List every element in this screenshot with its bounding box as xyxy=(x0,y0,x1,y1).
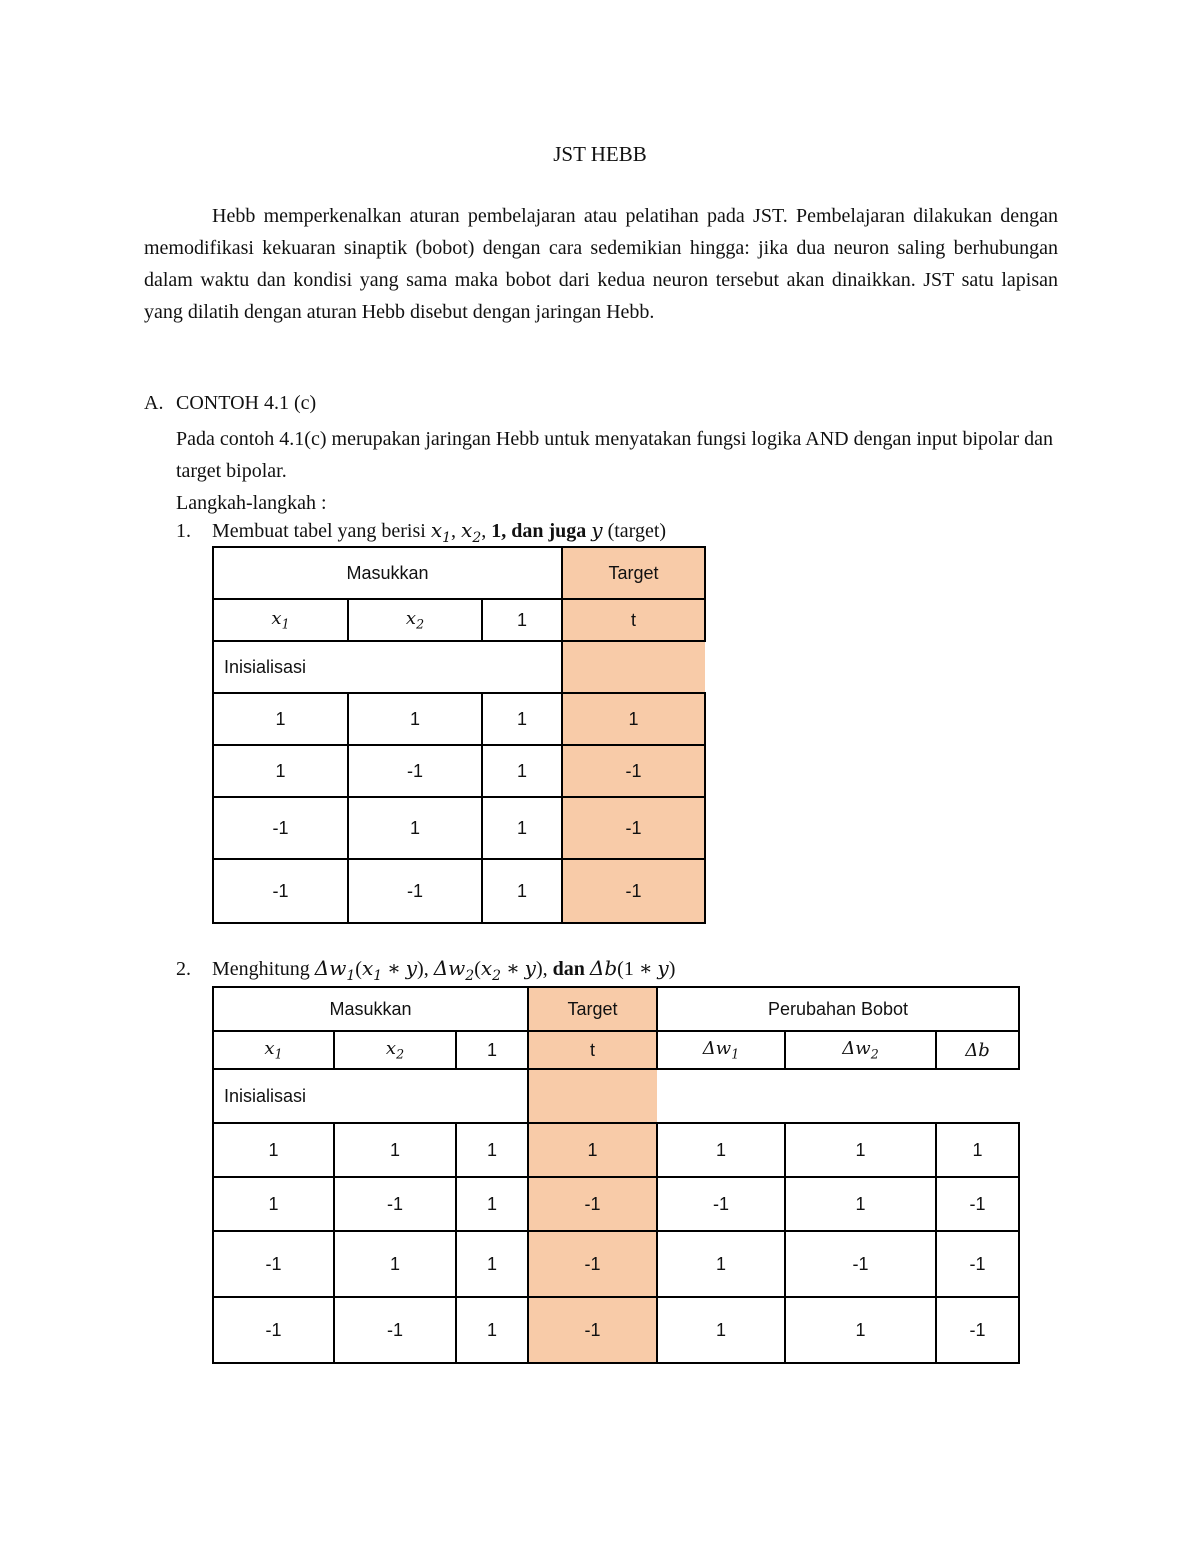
table-row: -1 xyxy=(562,745,705,797)
table-row: -1 xyxy=(348,745,482,797)
table-1-col-x2: $x_2$ xyxy=(348,599,482,641)
table-1-header-input: Masukkan xyxy=(213,547,562,599)
table-row: 1 xyxy=(785,1177,936,1231)
table-row: 1 xyxy=(657,1231,785,1297)
table-row: 1 xyxy=(456,1231,528,1297)
table-row: 1 xyxy=(456,1177,528,1231)
table-row: 1 xyxy=(456,1123,528,1177)
table-2-col-dw1: $\Delta w_1$ xyxy=(657,1031,785,1069)
table-row: -1 xyxy=(528,1231,657,1297)
table-2-init-label: Inisialisasi xyxy=(213,1069,528,1123)
table-row: -1 xyxy=(936,1231,1019,1297)
step-2-number: 2. xyxy=(176,958,191,980)
step-2-text-a: Menghitung xyxy=(212,958,315,980)
section-body xyxy=(176,423,1056,519)
steps-label: Langkah-langkah : xyxy=(176,492,327,514)
table-row: -1 xyxy=(348,859,482,923)
table-2-header-target: Target xyxy=(528,987,657,1031)
table-2-header-change: Perubahan Bobot xyxy=(657,987,1019,1031)
table-row: -1 xyxy=(213,1231,334,1297)
section-letter: A. xyxy=(144,392,164,414)
step-1: 1. Membuat tabel yang berisi $x_1$, $x_2$, 1, dan juga y (target) xyxy=(176,518,667,546)
step-1-one: 1, xyxy=(491,520,507,542)
step-1-text-b: dan juga xyxy=(511,520,592,542)
table-row: 1 xyxy=(657,1297,785,1363)
table-row: 1 xyxy=(657,1123,785,1177)
step-1-number: 1. xyxy=(176,520,191,542)
table-row: 1 xyxy=(213,745,348,797)
step-1-text-c: (target) xyxy=(602,520,667,542)
intro-paragraph xyxy=(144,200,1058,328)
table-row: -1 xyxy=(213,797,348,859)
table-1-init-target xyxy=(562,641,705,693)
step-2-text-b: dan xyxy=(552,958,590,980)
table-2-col-t: t xyxy=(528,1031,657,1069)
section-title: CONTOH 4.1 (c) xyxy=(176,392,317,414)
table-2-init-blank xyxy=(657,1069,1019,1123)
table-row: -1 xyxy=(562,797,705,859)
table-2 xyxy=(212,986,1020,1364)
table-row: 1 xyxy=(213,693,348,745)
table-1-col-x1: $x_1$ xyxy=(213,599,348,641)
table-2-col-one: 1 xyxy=(456,1031,528,1069)
table-2-init-target xyxy=(528,1069,657,1123)
table-row: -1 xyxy=(213,1297,334,1363)
table-row: 1 xyxy=(348,693,482,745)
table-2-header-input: Masukkan xyxy=(213,987,528,1031)
table-row: 1 xyxy=(936,1123,1019,1177)
table-row: -1 xyxy=(213,859,348,923)
table-2-col-x2: $x_2$ xyxy=(334,1031,456,1069)
table-row: 1 xyxy=(456,1297,528,1363)
table-row: 1 xyxy=(213,1177,334,1231)
table-row: -1 xyxy=(785,1231,936,1297)
step-1-text-a: Membuat tabel yang berisi xyxy=(212,520,431,542)
table-row: -1 xyxy=(936,1297,1019,1363)
intro-text: Hebb memperkenalkan aturan pembelajaran atau pelatihan pada JST. Pembelajaran dilakukan dengan memodifikasi kekuaran sinaptik (bobot) dengan cara sedemikian hingga: jika dua neuron saling berhubungan dalam waktu dan kondisi yang sama maka bobot dari kedua neuron tersebut akan dinaikkan. JST satu lapisan yang dilatih dengan aturan Hebb disebut dengan jaringan Hebb. xyxy=(144,205,1058,323)
table-row: 1 xyxy=(562,693,705,745)
table-1-header-target: Target xyxy=(562,547,705,599)
table-row: 1 xyxy=(482,693,562,745)
table-row: -1 xyxy=(936,1177,1019,1231)
table-row: 1 xyxy=(785,1297,936,1363)
table-row: 1 xyxy=(334,1123,456,1177)
table-2-col-x1: $x_1$ xyxy=(213,1031,334,1069)
table-row: 1 xyxy=(482,797,562,859)
table-1-col-one: 1 xyxy=(482,599,562,641)
table-row: 1 xyxy=(785,1123,936,1177)
table-row: 1 xyxy=(348,797,482,859)
table-row: 1 xyxy=(482,859,562,923)
table-row: 1 xyxy=(482,745,562,797)
page-title: JST HEBB xyxy=(553,142,647,166)
table-1-init-label: Inisialisasi xyxy=(213,641,562,693)
table-row: 1 xyxy=(528,1123,657,1177)
step-2: 2. Menghitung $\Delta w_1(x_1$ ∗ y), $\Delta w_2(x_2$ ∗ y), dan Δb(1 ∗ y) xyxy=(176,956,676,984)
table-row: -1 xyxy=(334,1297,456,1363)
table-1-col-t: t xyxy=(562,599,705,641)
table-row: 1 xyxy=(334,1231,456,1297)
table-row: -1 xyxy=(528,1297,657,1363)
table-1 xyxy=(212,546,706,924)
table-row: -1 xyxy=(657,1177,785,1231)
table-2-col-dw2: $\Delta w_2$ xyxy=(785,1031,936,1069)
table-row: -1 xyxy=(334,1177,456,1231)
table-row: 1 xyxy=(213,1123,334,1177)
table-row: -1 xyxy=(562,859,705,923)
section-description: Pada contoh 4.1(c) merupakan jaringan Hebb untuk menyatakan fungsi logika AND dengan input bipolar dan target bipolar. xyxy=(176,428,1053,482)
table-2-col-db: Δb xyxy=(936,1031,1019,1069)
table-row: -1 xyxy=(528,1177,657,1231)
